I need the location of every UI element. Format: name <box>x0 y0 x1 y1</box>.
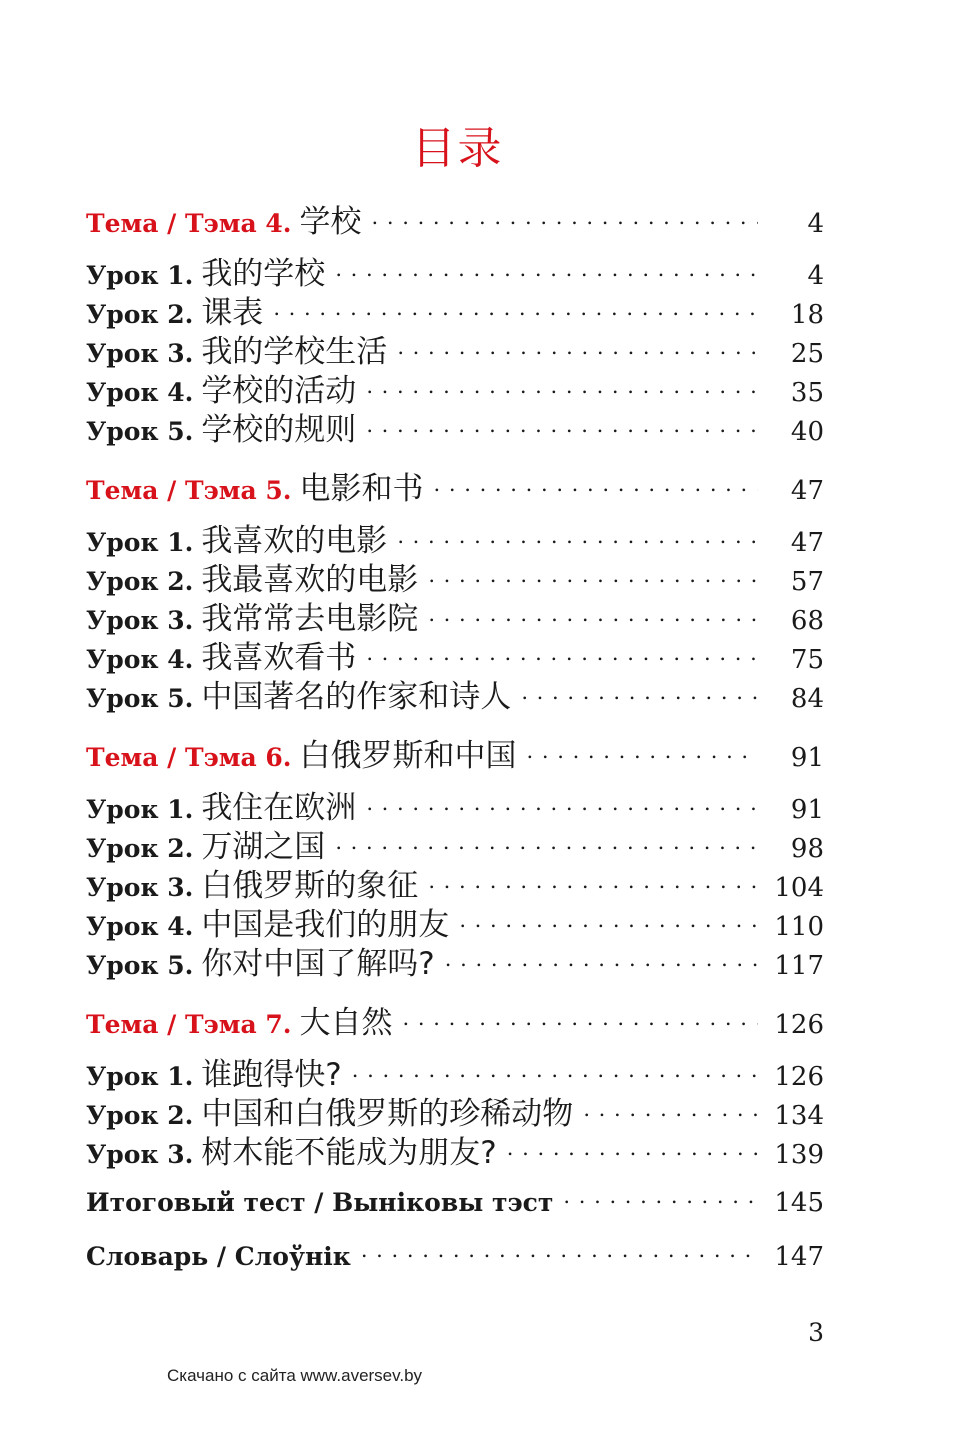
dot-leader <box>445 944 758 974</box>
toc-lesson-row <box>86 248 824 292</box>
toc-lesson-row <box>86 938 824 982</box>
toc-page-number: 117 <box>774 951 824 981</box>
toc-entry-prefix: Словарь / Слоўнiк <box>86 1242 351 1271</box>
toc-page-number: 4 <box>807 209 824 239</box>
toc-page-number: 126 <box>774 1010 824 1040</box>
toc-page-number: 98 <box>790 834 824 864</box>
dot-leader <box>563 1181 758 1211</box>
toc-lesson-row <box>86 899 824 943</box>
toc-entry-title: 树木能不能成为朋友? <box>201 1135 497 1171</box>
toc-page-number: 47 <box>790 528 824 558</box>
page-title: 目录 <box>411 123 504 174</box>
toc-entry-prefix: Урок 5. <box>86 684 194 713</box>
toc-page-number: 91 <box>790 743 824 773</box>
toc-entry-prefix: Урок 1. <box>86 1062 194 1091</box>
toc-page-number: 84 <box>790 684 824 714</box>
dot-leader <box>273 293 758 323</box>
dot-leader <box>459 905 758 935</box>
toc-theme-row <box>86 730 824 774</box>
toc-entry-title: 中国著名的作家和诗人 <box>201 679 512 715</box>
dot-leader <box>366 638 758 668</box>
toc-entry-prefix: Итоговый тест / Выніковы тэст <box>86 1188 554 1217</box>
toc-entry-prefix: Урок 5. <box>86 951 194 980</box>
toc-entry-title: 我住在欧洲 <box>201 790 357 826</box>
dot-leader <box>521 677 758 707</box>
toc-entry-prefix: Урок 3. <box>86 339 194 368</box>
toc-page-number: 145 <box>774 1188 824 1218</box>
toc-entry-prefix: Урок 4. <box>86 378 194 407</box>
toc-entry-prefix: Урок 3. <box>86 873 194 902</box>
toc-lesson-row <box>86 782 824 826</box>
toc-page-number: 4 <box>807 261 824 291</box>
toc-lesson-row <box>86 671 824 715</box>
dot-leader <box>583 1094 758 1124</box>
table-of-contents <box>86 196 824 1274</box>
toc-lesson-row <box>86 821 824 865</box>
toc-entry-title: 中国是我们的朋友 <box>201 907 450 943</box>
toc-entry-title: 学校的规则 <box>201 412 357 448</box>
toc-entry-title: 课表 <box>201 295 264 331</box>
toc-entry-prefix: Тема / Тэма 6. <box>86 743 292 772</box>
toc-entry-prefix: Урок 1. <box>86 528 194 557</box>
toc-page-number: 18 <box>790 300 824 330</box>
toc-page-number: 57 <box>790 567 824 597</box>
toc-entry-title: 学校的活动 <box>201 373 357 409</box>
toc-entry-title: 你对中国了解吗? <box>201 946 435 982</box>
toc-theme-row <box>86 997 824 1041</box>
toc-entry-title: 学校 <box>299 204 362 240</box>
toc-entry-prefix: Тема / Тэма 4. <box>86 209 292 238</box>
toc-page-number: 139 <box>774 1140 824 1170</box>
toc-entry-prefix: Урок 2. <box>86 300 194 329</box>
toc-entry-prefix: Урок 1. <box>86 261 194 290</box>
dot-leader <box>527 736 758 766</box>
toc-entry-title: 我的学校生活 <box>201 334 388 370</box>
dot-leader <box>335 827 758 857</box>
toc-entry-title: 我的学校 <box>201 256 326 292</box>
toc-lesson-row <box>86 1088 824 1132</box>
dot-leader <box>397 332 758 362</box>
dot-leader <box>434 469 758 499</box>
dot-leader <box>372 202 758 232</box>
dot-leader <box>507 1133 758 1163</box>
dot-leader <box>403 1003 758 1033</box>
toc-lesson-row <box>86 404 824 448</box>
toc-entry-title: 万湖之国 <box>201 829 326 865</box>
toc-entry-prefix: Урок 2. <box>86 834 194 863</box>
toc-entry-title: 电影和书 <box>299 471 424 507</box>
toc-lesson-row <box>86 860 824 904</box>
dot-leader <box>428 866 758 896</box>
toc-entry-prefix: Урок 3. <box>86 1140 194 1169</box>
toc-lesson-row <box>86 1127 824 1171</box>
toc-entry-title: 白俄罗斯的象征 <box>201 868 419 904</box>
dot-leader <box>428 599 758 629</box>
toc-lesson-row <box>86 326 824 370</box>
toc-entry-prefix: Урок 2. <box>86 1101 194 1130</box>
toc-page-number: 134 <box>774 1101 824 1131</box>
toc-page-number: 147 <box>774 1242 824 1272</box>
toc-theme-row <box>86 463 824 507</box>
toc-entry-title: 我喜欢看书 <box>201 640 357 676</box>
toc-page-number: 104 <box>774 873 824 903</box>
toc-entry-title: 中国和白俄罗斯的珍稀动物 <box>201 1096 574 1132</box>
toc-page-number: 91 <box>790 795 824 825</box>
toc-lesson-row <box>86 632 824 676</box>
dot-leader <box>366 371 758 401</box>
toc-lesson-row <box>86 515 824 559</box>
toc-entry-prefix: Урок 5. <box>86 417 194 446</box>
toc-final-row <box>86 1235 824 1274</box>
dot-leader <box>352 1055 758 1085</box>
toc-page-number: 75 <box>790 645 824 675</box>
toc-lesson-row <box>86 1049 824 1093</box>
toc-entry-prefix: Урок 1. <box>86 795 194 824</box>
dot-leader <box>397 521 758 551</box>
toc-lesson-row <box>86 287 824 331</box>
toc-entry-title: 谁跑得快? <box>201 1057 342 1093</box>
dot-leader <box>428 560 758 590</box>
toc-theme-row <box>86 196 824 240</box>
dot-leader <box>366 788 758 818</box>
toc-entry-prefix: Урок 2. <box>86 567 194 596</box>
toc-entry-prefix: Тема / Тэма 5. <box>86 476 292 505</box>
toc-page-number: 110 <box>774 912 824 942</box>
toc-page-number: 126 <box>774 1062 824 1092</box>
page-number: 3 <box>808 1318 824 1347</box>
toc-entry-prefix: Урок 4. <box>86 912 194 941</box>
toc-final-row <box>86 1181 824 1220</box>
dot-leader <box>366 410 758 440</box>
dot-leader <box>335 254 758 284</box>
toc-entry-title: 我喜欢的电影 <box>201 523 388 559</box>
toc-lesson-row <box>86 593 824 637</box>
toc-page-number: 68 <box>790 606 824 636</box>
toc-entry-title: 我最喜欢的电影 <box>201 562 419 598</box>
toc-page-number: 40 <box>790 417 824 447</box>
toc-page-number: 35 <box>790 378 824 408</box>
toc-entry-prefix: Урок 4. <box>86 645 194 674</box>
download-source-footer: Скачано с сайта www.aversev.by <box>167 1366 423 1385</box>
toc-page-number: 25 <box>790 339 824 369</box>
toc-entry-prefix: Урок 3. <box>86 606 194 635</box>
toc-page-number: 47 <box>790 476 824 506</box>
toc-entry-title: 大自然 <box>299 1005 393 1041</box>
toc-entry-prefix: Тема / Тэма 7. <box>86 1010 292 1039</box>
toc-lesson-row <box>86 365 824 409</box>
toc-lesson-row <box>86 554 824 598</box>
dot-leader <box>361 1235 758 1265</box>
toc-entry-title: 我常常去电影院 <box>201 601 419 637</box>
toc-entry-title: 白俄罗斯和中国 <box>299 738 517 774</box>
